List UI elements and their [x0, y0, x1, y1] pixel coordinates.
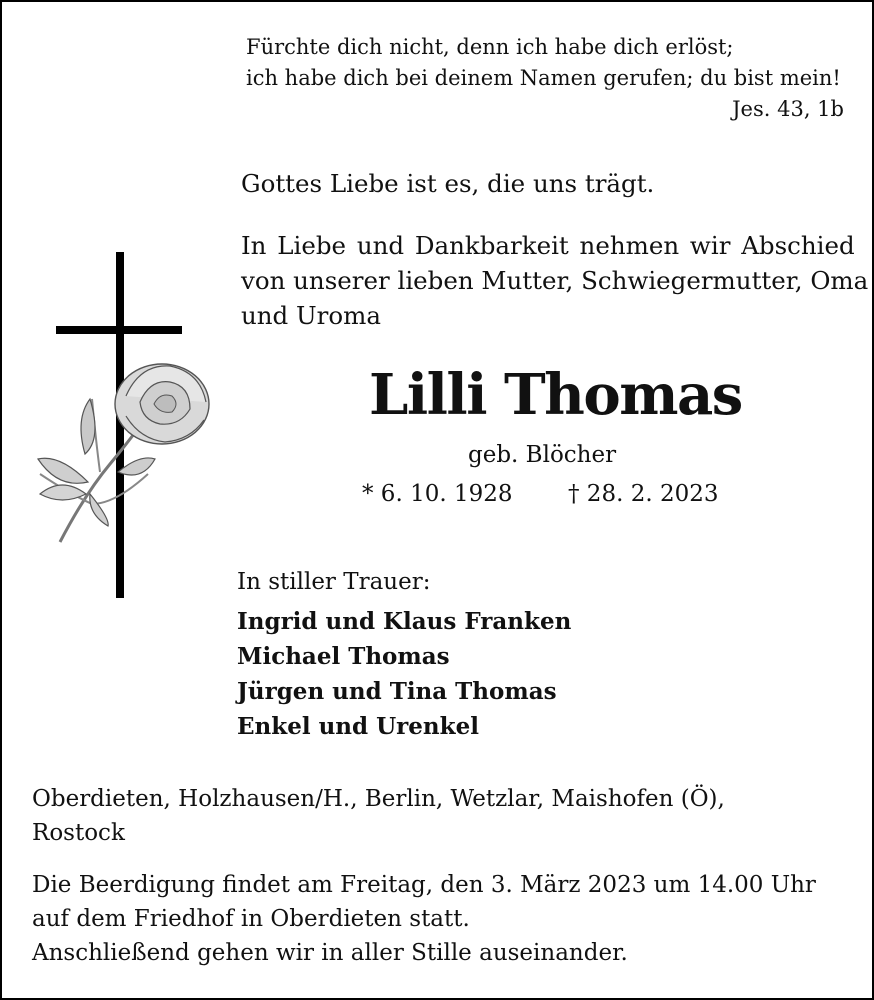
farewell-line-3: und Uroma [241, 301, 381, 330]
farewell-line-2: von unserer lieben Mutter, Schwiegermutter, Oma [241, 266, 869, 295]
rose-icon [30, 354, 215, 549]
places-line-2: Rostock [32, 820, 125, 846]
maiden-name: geb. Blöcher [468, 442, 617, 468]
mourner-name: Jürgen und Tina Thomas [237, 678, 557, 705]
funeral-line-1: Die Beerdigung findet am Freitag, den 3. März 2023 um 14.00 Uhr [32, 872, 816, 898]
mourner-name: Ingrid und Klaus Franken [237, 608, 572, 635]
mourner-name: Michael Thomas [237, 643, 450, 670]
mourner-name: Enkel und Urenkel [237, 713, 479, 740]
verse-reference: Jes. 43, 1b [732, 97, 844, 121]
mourners-intro: In stiller Trauer: [237, 569, 431, 595]
verse-line-1: Fürchte dich nicht, denn ich habe dich erlöst; [246, 35, 734, 59]
farewell-line-1: In Liebe und Dankbarkeit nehmen wir Abschied [241, 231, 855, 260]
deceased-name: Lilli Thomas [369, 362, 742, 428]
cross-bar [56, 326, 182, 334]
birth-date: * 6. 10. 1928 [362, 481, 513, 507]
motto: Gottes Liebe ist es, die uns trägt. [241, 169, 655, 198]
verse-line-2: ich habe dich bei deinem Namen gerufen; du bist mein! [246, 66, 841, 90]
places-line-1: Oberdieten, Holzhausen/H., Berlin, Wetzlar, Maishofen (Ö), [32, 786, 725, 812]
funeral-line-3: Anschließend gehen wir in aller Stille auseinander. [32, 940, 628, 966]
death-date: † 28. 2. 2023 [568, 481, 719, 507]
funeral-line-2: auf dem Friedhof in Oberdieten statt. [32, 906, 470, 932]
